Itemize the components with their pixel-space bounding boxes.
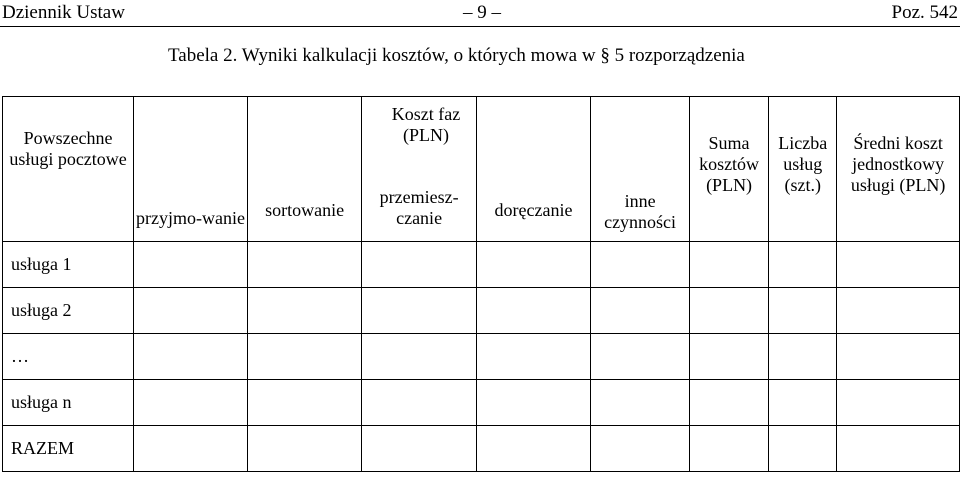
table-row-total	[3, 426, 960, 472]
table-row	[3, 380, 960, 426]
table-cell	[134, 426, 248, 472]
row-label: usługa n	[3, 380, 134, 426]
header-rule	[0, 26, 960, 27]
table-cell	[362, 380, 476, 426]
table-cell	[476, 334, 590, 380]
table-cell	[689, 380, 768, 426]
table-cell	[769, 242, 837, 288]
table-cell	[476, 242, 590, 288]
row-label: usługa 2	[3, 288, 134, 334]
table-cell	[591, 426, 690, 472]
journal-title: Dziennik Ustaw	[2, 2, 125, 23]
cost-calculation-table	[2, 96, 960, 472]
table-cell	[769, 426, 837, 472]
table-cell	[247, 288, 361, 334]
table-cell	[247, 242, 361, 288]
header-total-costs: Suma kosztów (PLN)	[689, 97, 768, 242]
table-cell	[769, 334, 837, 380]
table-cell	[134, 288, 248, 334]
table-row	[3, 242, 960, 288]
table-cell	[769, 288, 837, 334]
table-cell	[769, 380, 837, 426]
table-cell	[134, 242, 248, 288]
table-cell	[837, 334, 960, 380]
table-cell	[362, 288, 476, 334]
table-cell	[591, 334, 690, 380]
table-cell	[362, 242, 476, 288]
table-row	[3, 288, 960, 334]
table-cell	[476, 288, 590, 334]
table-cell	[247, 426, 361, 472]
header-phase-delivery: doręczanie	[476, 97, 590, 242]
table-cell	[837, 242, 960, 288]
table-cell	[689, 426, 768, 472]
table-caption: Tabela 2. Wyniki kalkulacji kosztów, o których mowa w § 5 rozporządzenia	[168, 45, 745, 66]
header-unit-cost: Średni koszt jednostkowy usługi (PLN)	[837, 97, 960, 242]
table-cell	[362, 426, 476, 472]
header-phase-acceptance: przyjmo-wanie	[134, 97, 248, 242]
header-service-count: Liczba usług (szt.)	[769, 97, 837, 242]
table-cell	[362, 334, 476, 380]
position-number: Poz. 542	[891, 2, 958, 23]
table-cell	[247, 380, 361, 426]
table-cell	[837, 380, 960, 426]
table-cell	[134, 334, 248, 380]
header-cost-phases-group: Koszt faz (PLN)	[391, 104, 461, 145]
header-phase-sorting: sortowanie	[247, 97, 361, 242]
table-cell	[476, 380, 590, 426]
header-phase-other: inne czynności	[591, 97, 690, 242]
table-cell	[591, 288, 690, 334]
table-cell	[591, 242, 690, 288]
table-cell	[837, 426, 960, 472]
running-head	[0, 2, 960, 24]
table-cell	[247, 334, 361, 380]
table-cell	[134, 380, 248, 426]
table-cell	[476, 426, 590, 472]
row-label-total: RAZEM	[3, 426, 134, 472]
header-phase-transport: przemiesz-czanie	[362, 97, 476, 242]
table-cell	[689, 242, 768, 288]
table-row	[3, 334, 960, 380]
table-cell	[689, 288, 768, 334]
table-cell	[837, 288, 960, 334]
row-label: …	[3, 334, 134, 380]
row-label: usługa 1	[3, 242, 134, 288]
table-cell	[591, 380, 690, 426]
page-number: – 9 –	[463, 2, 501, 23]
header-services: Powszechne usługi pocztowe	[3, 97, 134, 242]
table-cell	[689, 334, 768, 380]
